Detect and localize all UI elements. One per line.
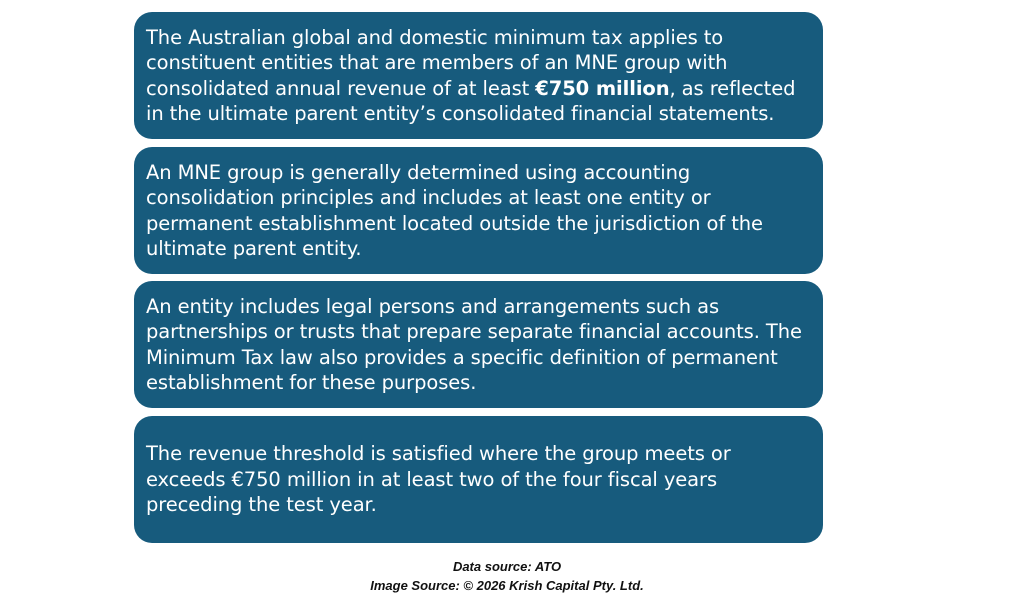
info-card-entity-definition bbox=[134, 281, 823, 408]
card-text-part: The Australian global and domestic minimum tax applies to constituent entities that are members of an MNE group with consolidated annual revenue of at least bbox=[146, 25, 728, 100]
card-text-part: , as reflected in the ultimate parent entity’s consolidated financial statements. bbox=[146, 76, 796, 125]
revenue-threshold-highlight: €750 million bbox=[535, 76, 670, 100]
info-card-minimum-tax-scope bbox=[134, 12, 823, 139]
card-text: An MNE group is generally determined using accounting consolidation principles and includes at least one entity or permanent establishment located outside the jurisdiction of the ultimate parent entity. bbox=[146, 160, 763, 260]
info-card-revenue-threshold bbox=[134, 416, 823, 543]
data-source-caption: Data source: ATO bbox=[452, 559, 562, 574]
card-text: An entity includes legal persons and arrangements such as partnerships or trusts that prepare separate financial accounts. The Minimum Tax law also provides a specific definition of permanent establishment for these purposes. bbox=[146, 294, 802, 394]
card-text bbox=[146, 25, 809, 127]
image-source-caption: Image Source: © 2026 Krish Capital Pty. Ltd. bbox=[370, 578, 644, 593]
card-text: The revenue threshold is satisfied where the group meets or exceeds €750 million in at least two of the four fiscal years preceding the test year. bbox=[146, 442, 731, 517]
info-card-mne-group bbox=[134, 147, 823, 274]
